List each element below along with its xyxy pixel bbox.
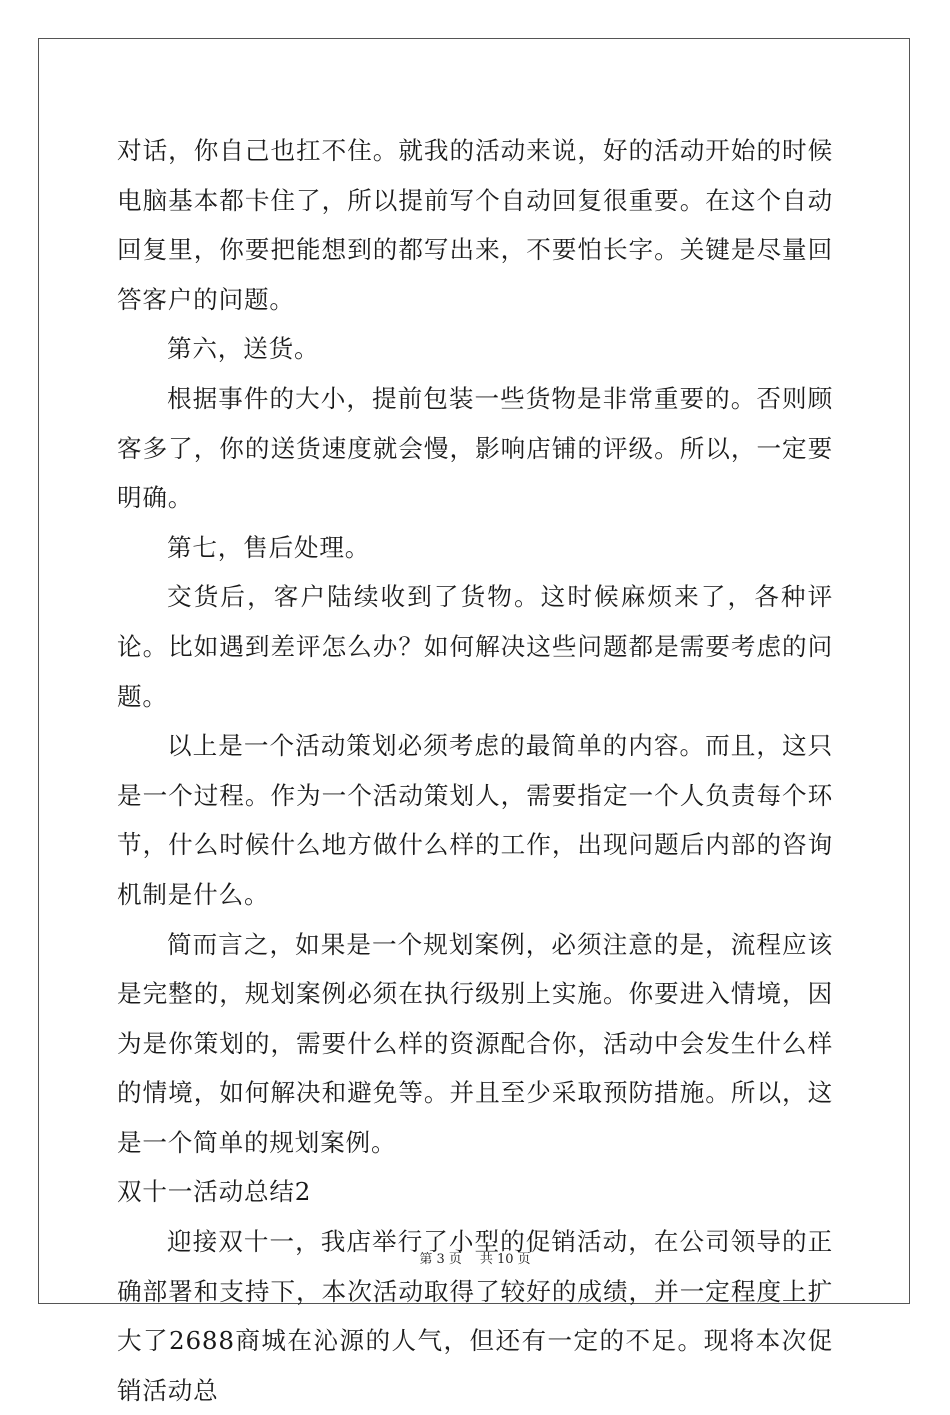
section-title: 双十一活动总结2 bbox=[117, 1177, 312, 1207]
page-number: 第 3 页 bbox=[419, 1252, 462, 1267]
paragraph-conclusion: 简而言之，如果是一个规划案例，必须注意的是，流程应该是完整的，规划案例必须在执行级别上实施。你要进入情境，因为是你策划的，需要什么样的资源配合你，活动中会发生什么样的情境，如何解决和避免等。并且至少采取预防措施。所以，这是一个简单的规划案例。 bbox=[117, 929, 833, 1157]
paragraph-summary-process: 以上是一个活动策划必须考虑的最简单的内容。而且，这只是一个过程。作为一个活动策划人，需要指定一个人负责每个环节，什么时候什么地方做什么样的工作，出现问题后内部的咨询机制是什么。 bbox=[117, 731, 833, 909]
page-total: 共 10 页 bbox=[479, 1252, 531, 1267]
document-body bbox=[117, 126, 833, 1415]
paragraph-heading-sixth: 第六，送货。 bbox=[167, 334, 320, 364]
page-footer bbox=[0, 1248, 950, 1267]
paragraph-heading-seventh: 第七，售后处理。 bbox=[167, 532, 371, 562]
paragraph-after-sales: 交货后，客户陆续收到了货物。这时候麻烦来了，各种评论。比如遇到差评怎么办？如何解决这些问题都是需要考虑的问题。 bbox=[117, 582, 833, 711]
paragraph-delivery: 根据事件的大小，提前包装一些货物是非常重要的。否则顾客多了，你的送货速度就会慢，影响店铺的评级。所以，一定要明确。 bbox=[117, 383, 833, 513]
paragraph-continuation: 对话，你自己也扛不住。就我的活动来说，好的活动开始的时候电脑基本都卡住了，所以提前写个自动回复很重要。在这个自动回复里，你要把能想到的都写出来，不要怕长字。关键是尽量回答客户的问题。 bbox=[117, 136, 833, 314]
paragraph-section-intro: 迎接双十一，我店举行了小型的促销活动，在公司领导的正确部署和支持下，本次活动取得了较好的成绩，并一定程度上扩大了2688商城在沁源的人气，但还有一定的不足。现将本次促销活动总 bbox=[117, 1227, 833, 1405]
